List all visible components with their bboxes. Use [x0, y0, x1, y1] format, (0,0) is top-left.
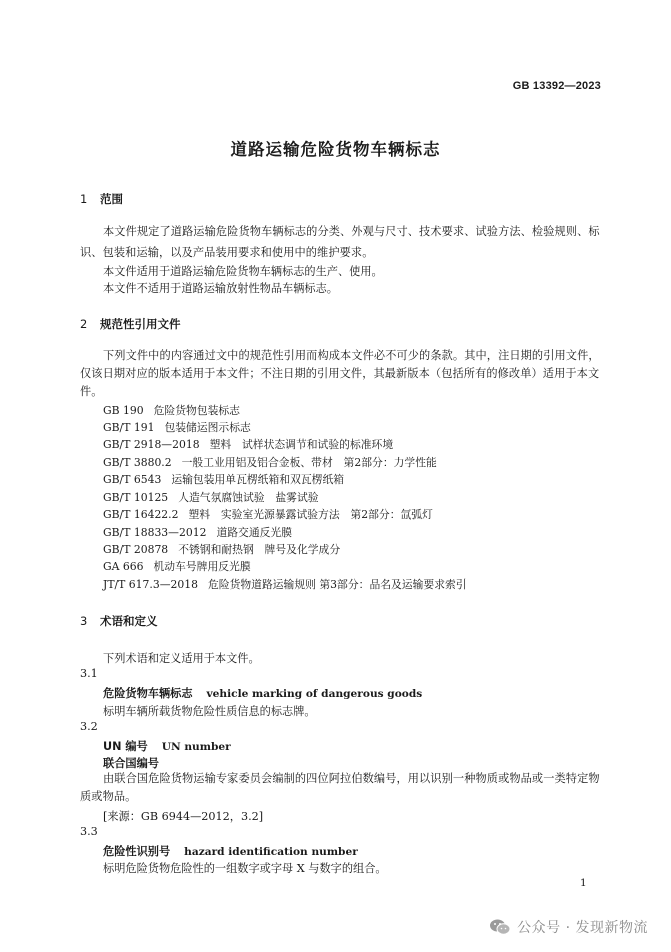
- section-2-heading: [80, 316, 181, 332]
- reference-item: [103, 472, 344, 487]
- reference-code: GB/T 20878: [103, 543, 169, 556]
- term-english: hazard identification number: [184, 846, 358, 858]
- reference-code: GB/T 2918—2018: [103, 438, 200, 451]
- watermark: [489, 917, 648, 937]
- term-heading: [103, 843, 358, 859]
- reference-item: [103, 490, 319, 505]
- term-heading: [103, 685, 422, 701]
- reference-item: [103, 525, 292, 540]
- section-title: 规范性引用文件: [100, 317, 181, 331]
- reference-code: JT/T 617.3—2018: [103, 578, 198, 591]
- scope-exclusion: 本文件不适用于道路运输放射性物品车辆标志。: [103, 282, 338, 295]
- wechat-icon: [489, 918, 511, 936]
- reference-title: 危险货物包装标志: [153, 404, 240, 417]
- clause-number: 3.2: [80, 720, 98, 733]
- section-3-heading: [80, 613, 158, 629]
- reference-item: [103, 420, 251, 435]
- reference-code: GB/T 3880.2: [103, 456, 172, 469]
- reference-item: [103, 455, 437, 470]
- reference-code: GB/T 16422.2: [103, 508, 179, 521]
- reference-item: [103, 577, 467, 592]
- term-english: UN number: [161, 741, 231, 753]
- reference-title: 不锈钢和耐热钢 牌号及化学成分: [178, 543, 341, 556]
- terms-intro: 下列术语和定义适用于本文件。: [103, 652, 260, 665]
- scope-applicability: 本文件适用于道路运输危险货物车辆标志的生产、使用。: [103, 265, 383, 278]
- term-chinese: 危险货物车辆标志: [103, 687, 193, 700]
- reference-title: 危险货物道路运输规则 第3部分：品名及运输要求索引: [207, 578, 467, 591]
- section-title: 范围: [100, 192, 123, 206]
- reference-code: GA 666: [103, 560, 144, 573]
- term-english: vehicle marking of dangerous goods: [206, 688, 423, 700]
- section-title: 术语和定义: [100, 614, 158, 628]
- section-number: 2: [80, 317, 88, 331]
- references-intro: 下列文件中的内容通过文中的规范性引用而构成本文件必不可少的条款。其中，注日期的引用文件，仅该日期对应的版本适用于本文件；不注日期的引用文件，其最新版本（包括所有的修改单）适用于本文件。: [80, 349, 600, 398]
- term-definition: 标明车辆所载货物危险性质信息的标志牌。: [103, 705, 316, 718]
- reference-title: 机动车号牌用反光膜: [153, 560, 251, 573]
- section-1-heading: [80, 191, 123, 207]
- reference-code: GB/T 18833—2012: [103, 526, 207, 539]
- term-heading: [103, 738, 231, 754]
- reference-title: 包装储运图示标志: [164, 421, 251, 434]
- reference-item: [103, 559, 251, 574]
- reference-title: 塑料 实验室光源暴露试验方法 第2部分：氙弧灯: [188, 508, 433, 521]
- reference-title: 道路交通反光膜: [216, 526, 293, 539]
- watermark-text: 公众号 · 发现新物流: [517, 920, 648, 936]
- term-definition: 由联合国危险货物运输专家委员会编制的四位阿拉伯数编号，用以识别一种物质或物品或一类特定物质或物品。: [80, 772, 600, 803]
- reference-item: [103, 403, 240, 418]
- section-number: 1: [80, 192, 88, 206]
- clause-number: 3.3: [80, 825, 98, 838]
- reference-code: GB 190: [103, 404, 144, 417]
- page-number: 1: [580, 877, 587, 889]
- reference-title: 运输包装用单瓦楞纸箱和双瓦楞纸箱: [171, 473, 345, 486]
- reference-title: 塑料 试样状态调节和试验的标准环境: [209, 438, 394, 451]
- term-chinese: UN 编号: [103, 740, 148, 753]
- reference-code: GB/T 10125: [103, 491, 169, 504]
- document-title: 道路运输危险货物车辆标志: [230, 140, 441, 159]
- term-chinese: 危险性识别号: [103, 845, 171, 858]
- reference-title: 一般工业用铝及铝合金板、带材 第2部分：力学性能: [181, 456, 437, 469]
- reference-code: GB/T 191: [103, 421, 155, 434]
- scope-paragraph: 本文件规定了道路运输危险货物车辆标志的分类、外观与尺寸、技术要求、试验方法、检验规则、标识、包装和运输，以及产品装用要求和使用中的维护要求。: [80, 225, 600, 259]
- reference-title: 人造气氛腐蚀试验 盐雾试验: [178, 491, 319, 504]
- term-source: [来源：GB 6944—2012，3.2]: [103, 810, 264, 823]
- clause-number: 3.1: [80, 667, 98, 680]
- term-alternative: 联合国编号: [103, 757, 159, 770]
- standard-code: GB 13392—2023: [512, 80, 601, 92]
- reference-item: [103, 542, 340, 557]
- reference-code: GB/T 6543: [103, 473, 162, 486]
- reference-item: [103, 437, 393, 452]
- reference-item: [103, 507, 433, 522]
- section-number: 3: [80, 614, 88, 628]
- term-definition: 标明危险货物危险性的一组数字或字母 X 与数字的组合。: [103, 862, 387, 875]
